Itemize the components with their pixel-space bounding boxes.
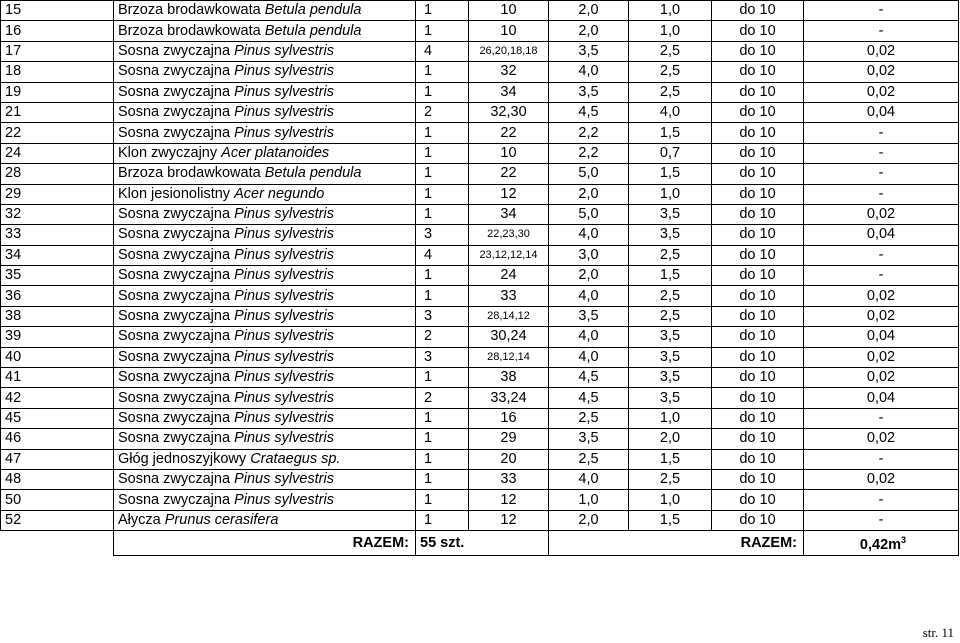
tree-count: 3: [416, 306, 469, 326]
tree-age: do 10: [712, 327, 804, 347]
tree-count: 3: [416, 347, 469, 367]
row-number: 28: [1, 164, 114, 184]
table-row: [1, 327, 959, 347]
species-latin-name: Pinus sylvestris: [234, 389, 334, 406]
tree-height: 5,0: [549, 164, 629, 184]
table-row: [1, 225, 959, 245]
crown-width: 2,0: [629, 429, 712, 449]
wood-volume: -: [804, 143, 959, 163]
species-name: [114, 184, 416, 204]
row-number: 40: [1, 347, 114, 367]
tree-height: 2,0: [549, 184, 629, 204]
tree-count: 1: [416, 62, 469, 82]
species-latin-name: Pinus sylvestris: [234, 246, 334, 263]
crown-width: 2,5: [629, 82, 712, 102]
species-latin-name: Pinus sylvestris: [234, 63, 334, 80]
tree-age: do 10: [712, 286, 804, 306]
wood-volume: 0,04: [804, 388, 959, 408]
tree-count: 3: [416, 225, 469, 245]
wood-volume: 0,02: [804, 347, 959, 367]
summary-volume: $0,42m^3$: [804, 531, 959, 556]
species-polish-name: Brzoza brodawkowata: [118, 22, 261, 39]
species-name: [114, 62, 416, 82]
species-polish-name: Sosna zwyczajna: [118, 104, 231, 121]
trunk-circumference: 32,30: [469, 102, 549, 122]
species-polish-name: Sosna zwyczajna: [118, 246, 231, 263]
row-number: 41: [1, 368, 114, 388]
trunk-circumference: 28,14,12: [469, 306, 549, 326]
row-number: 16: [1, 21, 114, 41]
trunk-circumference: 10: [469, 1, 549, 21]
tree-height: 4,0: [549, 327, 629, 347]
row-number: 47: [1, 449, 114, 469]
row-number: 52: [1, 510, 114, 530]
species-polish-name: Sosna zwyczajna: [118, 83, 231, 100]
row-number: 36: [1, 286, 114, 306]
trunk-circumference: 33,24: [469, 388, 549, 408]
trunk-circumference: 12: [469, 184, 549, 204]
tree-count: 4: [416, 41, 469, 61]
species-polish-name: Sosna zwyczajna: [118, 471, 231, 488]
tree-height: 4,5: [549, 388, 629, 408]
table-row: [1, 408, 959, 428]
trunk-circumference: 34: [469, 82, 549, 102]
wood-volume: 0,02: [804, 41, 959, 61]
tree-count: 1: [416, 469, 469, 489]
trunk-circumference: 30,24: [469, 327, 549, 347]
crown-width: 1,0: [629, 1, 712, 21]
crown-width: 2,5: [629, 306, 712, 326]
wood-volume: -: [804, 164, 959, 184]
species-name: [114, 469, 416, 489]
table-row: [1, 62, 959, 82]
tree-count: 4: [416, 245, 469, 265]
wood-volume: -: [804, 21, 959, 41]
species-name: [114, 41, 416, 61]
row-number: 46: [1, 429, 114, 449]
tree-age: do 10: [712, 347, 804, 367]
species-polish-name: Sosna zwyczajna: [118, 124, 231, 141]
trunk-circumference: 10: [469, 21, 549, 41]
species-latin-name: Pinus sylvestris: [234, 410, 334, 426]
species-name: [114, 286, 416, 306]
species-polish-name: Brzoza brodawkowata: [118, 2, 261, 19]
wood-volume: 0,02: [804, 368, 959, 388]
species-polish-name: Ałycza: [118, 511, 161, 528]
species-name: [114, 1, 416, 21]
tree-height: 1,0: [549, 490, 629, 510]
species-name: [114, 266, 416, 286]
trunk-circumference: 12: [469, 490, 549, 510]
trunk-circumference: 16: [469, 408, 549, 428]
row-number: 45: [1, 408, 114, 428]
species-latin-name: Pinus sylvestris: [234, 206, 334, 223]
trunk-circumference: 10: [469, 143, 549, 163]
table-row: [1, 164, 959, 184]
species-latin-name: Pinus sylvestris: [234, 124, 334, 141]
species-name: [114, 225, 416, 245]
table-row: [1, 469, 959, 489]
trunk-circumference: 32: [469, 62, 549, 82]
row-number: 48: [1, 469, 114, 489]
row-number: 17: [1, 41, 114, 61]
tree-height: 2,0: [549, 510, 629, 530]
species-polish-name: Sosna zwyczajna: [118, 308, 231, 325]
tree-age: do 10: [712, 41, 804, 61]
crown-width: 1,5: [629, 266, 712, 286]
tree-count: 1: [416, 123, 469, 143]
species-name: [114, 449, 416, 469]
table-row: [1, 286, 959, 306]
table-row: [1, 429, 959, 449]
row-number: 18: [1, 62, 114, 82]
table-row: [1, 143, 959, 163]
species-name: [114, 368, 416, 388]
table-row: [1, 266, 959, 286]
species-polish-name: Sosna zwyczajna: [118, 287, 231, 304]
tree-height: 2,0: [549, 1, 629, 21]
crown-width: 1,0: [629, 184, 712, 204]
tree-age: do 10: [712, 82, 804, 102]
tree-age: do 10: [712, 306, 804, 326]
tree-height: 2,2: [549, 143, 629, 163]
tree-age: do 10: [712, 469, 804, 489]
wood-volume: 0,02: [804, 469, 959, 489]
table-row: [1, 123, 959, 143]
trunk-circumference: 23,12,12,14: [469, 245, 549, 265]
species-latin-name: Betula pendula: [264, 22, 362, 39]
species-polish-name: Brzoza brodawkowata: [118, 165, 261, 182]
species-name: [114, 429, 416, 449]
wood-volume: 0,04: [804, 327, 959, 347]
species-polish-name: Sosna zwyczajna: [118, 369, 231, 386]
wood-volume: -: [804, 408, 959, 428]
tree-age: do 10: [712, 21, 804, 41]
species-name: [114, 245, 416, 265]
species-latin-name: Prunus cerasifera: [164, 511, 279, 528]
species-latin-name: Pinus sylvestris: [234, 491, 334, 508]
tree-height: 2,5: [549, 408, 629, 428]
trunk-circumference: 33: [469, 286, 549, 306]
tree-count: 2: [416, 102, 469, 122]
wood-volume: 0,02: [804, 62, 959, 82]
crown-width: 1,5: [629, 510, 712, 530]
species-polish-name: Sosna zwyczajna: [118, 42, 231, 59]
species-name: [114, 490, 416, 510]
summary-row: [1, 531, 959, 556]
crown-width: 3,5: [629, 368, 712, 388]
species-latin-name: Pinus sylvestris: [234, 308, 334, 325]
tree-age: do 10: [712, 1, 804, 21]
wood-volume: -: [804, 490, 959, 510]
table-row: [1, 510, 959, 530]
table-row: [1, 184, 959, 204]
table-row: [1, 21, 959, 41]
table-row: [1, 490, 959, 510]
species-latin-name: Betula pendula: [264, 2, 362, 19]
crown-width: 1,5: [629, 123, 712, 143]
tree-count: 1: [416, 368, 469, 388]
tree-count: 2: [416, 388, 469, 408]
tree-count: 1: [416, 164, 469, 184]
tree-count: 1: [416, 1, 469, 21]
tree-age: do 10: [712, 164, 804, 184]
tree-age: do 10: [712, 245, 804, 265]
tree-age: do 10: [712, 510, 804, 530]
crown-width: 1,0: [629, 490, 712, 510]
crown-width: 1,5: [629, 164, 712, 184]
row-number: 24: [1, 143, 114, 163]
tree-count: 1: [416, 82, 469, 102]
table-row: [1, 347, 959, 367]
row-number: 35: [1, 266, 114, 286]
crown-width: 3,5: [629, 204, 712, 224]
tree-age: do 10: [712, 204, 804, 224]
tree-age: do 10: [712, 266, 804, 286]
species-latin-name: Pinus sylvestris: [234, 83, 334, 100]
tree-count: 1: [416, 21, 469, 41]
species-polish-name: Sosna zwyczajna: [118, 226, 231, 243]
tree-height: 2,5: [549, 449, 629, 469]
trunk-circumference: 22: [469, 123, 549, 143]
table-row: [1, 204, 959, 224]
row-number: 34: [1, 245, 114, 265]
table-row: [1, 41, 959, 61]
tree-height: 2,2: [549, 123, 629, 143]
crown-width: 1,0: [629, 408, 712, 428]
table-row: [1, 368, 959, 388]
tree-height: 2,0: [549, 266, 629, 286]
trunk-circumference: 38: [469, 368, 549, 388]
crown-width: 2,5: [629, 245, 712, 265]
wood-volume: 0,04: [804, 102, 959, 122]
species-name: [114, 388, 416, 408]
tree-count: 1: [416, 204, 469, 224]
crown-width: 2,5: [629, 62, 712, 82]
species-polish-name: Sosna zwyczajna: [118, 430, 231, 447]
crown-width: 2,5: [629, 469, 712, 489]
species-latin-name: Acer platanoides: [221, 144, 330, 161]
species-name: [114, 143, 416, 163]
crown-width: 1,0: [629, 21, 712, 41]
tree-age: do 10: [712, 368, 804, 388]
tree-count: 1: [416, 429, 469, 449]
tree-count: 1: [416, 286, 469, 306]
tree-height: 3,5: [549, 41, 629, 61]
trunk-circumference: 28,12,14: [469, 347, 549, 367]
species-name: [114, 347, 416, 367]
wood-volume: -: [804, 184, 959, 204]
crown-width: 3,5: [629, 388, 712, 408]
species-polish-name: Sosna zwyczajna: [118, 267, 231, 284]
species-name: [114, 510, 416, 530]
tree-count: 1: [416, 449, 469, 469]
trunk-circumference: 26,20,18,18: [469, 41, 549, 61]
tree-age: do 10: [712, 102, 804, 122]
species-polish-name: Sosna zwyczajna: [118, 491, 231, 508]
species-latin-name: Pinus sylvestris: [234, 348, 334, 365]
species-name: [114, 327, 416, 347]
species-latin-name: Pinus sylvestris: [234, 226, 334, 243]
row-number: 21: [1, 102, 114, 122]
species-polish-name: Głóg jednoszyjkowy: [118, 450, 247, 467]
tree-height: 3,0: [549, 245, 629, 265]
trunk-circumference: 24: [469, 266, 549, 286]
tree-height: 4,0: [549, 62, 629, 82]
species-polish-name: Sosna zwyczajna: [118, 348, 231, 365]
species-latin-name: Acer negundo: [234, 185, 325, 202]
wood-volume: 0,04: [804, 225, 959, 245]
species-name: [114, 123, 416, 143]
wood-volume: -: [804, 266, 959, 286]
summary-count: 55 szt.: [416, 531, 549, 556]
wood-volume: 0,02: [804, 204, 959, 224]
wood-volume: -: [804, 449, 959, 469]
row-number: 50: [1, 490, 114, 510]
species-name: [114, 306, 416, 326]
table-row: [1, 388, 959, 408]
species-polish-name: Sosna zwyczajna: [118, 206, 231, 223]
table-row: [1, 306, 959, 326]
species-latin-name: Pinus sylvestris: [234, 267, 334, 284]
crown-width: 2,5: [629, 41, 712, 61]
species-latin-name: Pinus sylvestris: [234, 471, 334, 488]
tree-age: do 10: [712, 429, 804, 449]
tree-age: do 10: [712, 449, 804, 469]
species-polish-name: Sosna zwyczajna: [118, 328, 231, 345]
species-latin-name: Pinus sylvestris: [234, 328, 334, 345]
tree-count: 1: [416, 490, 469, 510]
tree-count: 1: [416, 408, 469, 428]
species-polish-name: Sosna zwyczajna: [118, 63, 231, 80]
species-name: [114, 408, 416, 428]
row-number: 38: [1, 306, 114, 326]
wood-volume: 0,02: [804, 82, 959, 102]
species-name: [114, 204, 416, 224]
row-number: 32: [1, 204, 114, 224]
row-number: 29: [1, 184, 114, 204]
species-name: [114, 102, 416, 122]
trunk-circumference: 22,23,30: [469, 225, 549, 245]
tree-age: do 10: [712, 123, 804, 143]
species-polish-name: Klon jesionolistny: [118, 185, 231, 202]
summary-label-count: RAZEM:: [114, 531, 416, 556]
species-latin-name: Pinus sylvestris: [234, 369, 334, 386]
trunk-circumference: 22: [469, 164, 549, 184]
tree-age: do 10: [712, 225, 804, 245]
table-body: [1, 1, 959, 531]
species-name: [114, 82, 416, 102]
trunk-circumference: 12: [469, 510, 549, 530]
tree-count: 1: [416, 184, 469, 204]
trunk-circumference: 20: [469, 449, 549, 469]
species-latin-name: Pinus sylvestris: [234, 104, 334, 121]
row-number: 42: [1, 388, 114, 408]
tree-height: 4,0: [549, 225, 629, 245]
species-latin-name: Betula pendula: [264, 165, 362, 182]
row-number: 39: [1, 327, 114, 347]
row-number: 33: [1, 225, 114, 245]
row-number: 22: [1, 123, 114, 143]
species-polish-name: Klon zwyczajny: [118, 144, 218, 161]
wood-volume: 0,02: [804, 429, 959, 449]
table-row: [1, 102, 959, 122]
tree-count: 2: [416, 327, 469, 347]
species-latin-name: Pinus sylvestris: [234, 42, 334, 59]
tree-age: do 10: [712, 490, 804, 510]
tree-height: 5,0: [549, 204, 629, 224]
trunk-circumference: 34: [469, 204, 549, 224]
tree-height: 4,5: [549, 102, 629, 122]
crown-width: 3,5: [629, 347, 712, 367]
species-polish-name: Sosna zwyczajna: [118, 410, 231, 426]
tree-count: 1: [416, 266, 469, 286]
tree-height: 3,5: [549, 429, 629, 449]
trunk-circumference: 29: [469, 429, 549, 449]
table-row: [1, 449, 959, 469]
crown-width: 0,7: [629, 143, 712, 163]
species-latin-name: Crataegus sp.: [250, 450, 341, 467]
table-row: [1, 1, 959, 21]
row-number: 19: [1, 82, 114, 102]
tree-age: do 10: [712, 62, 804, 82]
crown-width: 3,5: [629, 225, 712, 245]
species-name: [114, 164, 416, 184]
wood-volume: -: [804, 245, 959, 265]
tree-age: do 10: [712, 408, 804, 428]
species-latin-name: Pinus sylvestris: [234, 430, 334, 447]
tree-height: 3,5: [549, 82, 629, 102]
tree-height: 3,5: [549, 306, 629, 326]
tree-age: do 10: [712, 184, 804, 204]
page-number: str. 11: [922, 625, 954, 640]
crown-width: 3,5: [629, 327, 712, 347]
species-name: [114, 21, 416, 41]
wood-volume: -: [804, 510, 959, 530]
species-latin-name: Pinus sylvestris: [234, 287, 334, 304]
wood-volume: 0,02: [804, 306, 959, 326]
trunk-circumference: 33: [469, 469, 549, 489]
table-row: [1, 245, 959, 265]
wood-volume: -: [804, 123, 959, 143]
wood-volume: 0,02: [804, 286, 959, 306]
tree-age: do 10: [712, 388, 804, 408]
tree-count: 1: [416, 510, 469, 530]
tree-height: 4,5: [549, 368, 629, 388]
summary-label-volume: RAZEM:: [712, 531, 804, 556]
row-number: 15: [1, 1, 114, 21]
tree-height: 4,0: [549, 469, 629, 489]
wood-volume: -: [804, 1, 959, 21]
table-row: [1, 82, 959, 102]
tree-height: 4,0: [549, 347, 629, 367]
tree-age: do 10: [712, 143, 804, 163]
crown-width: 4,0: [629, 102, 712, 122]
species-polish-name: Sosna zwyczajna: [118, 389, 231, 406]
tree-count: 1: [416, 143, 469, 163]
tree-height: 2,0: [549, 21, 629, 41]
crown-width: 1,5: [629, 449, 712, 469]
tree-height: 4,0: [549, 286, 629, 306]
crown-width: 2,5: [629, 286, 712, 306]
